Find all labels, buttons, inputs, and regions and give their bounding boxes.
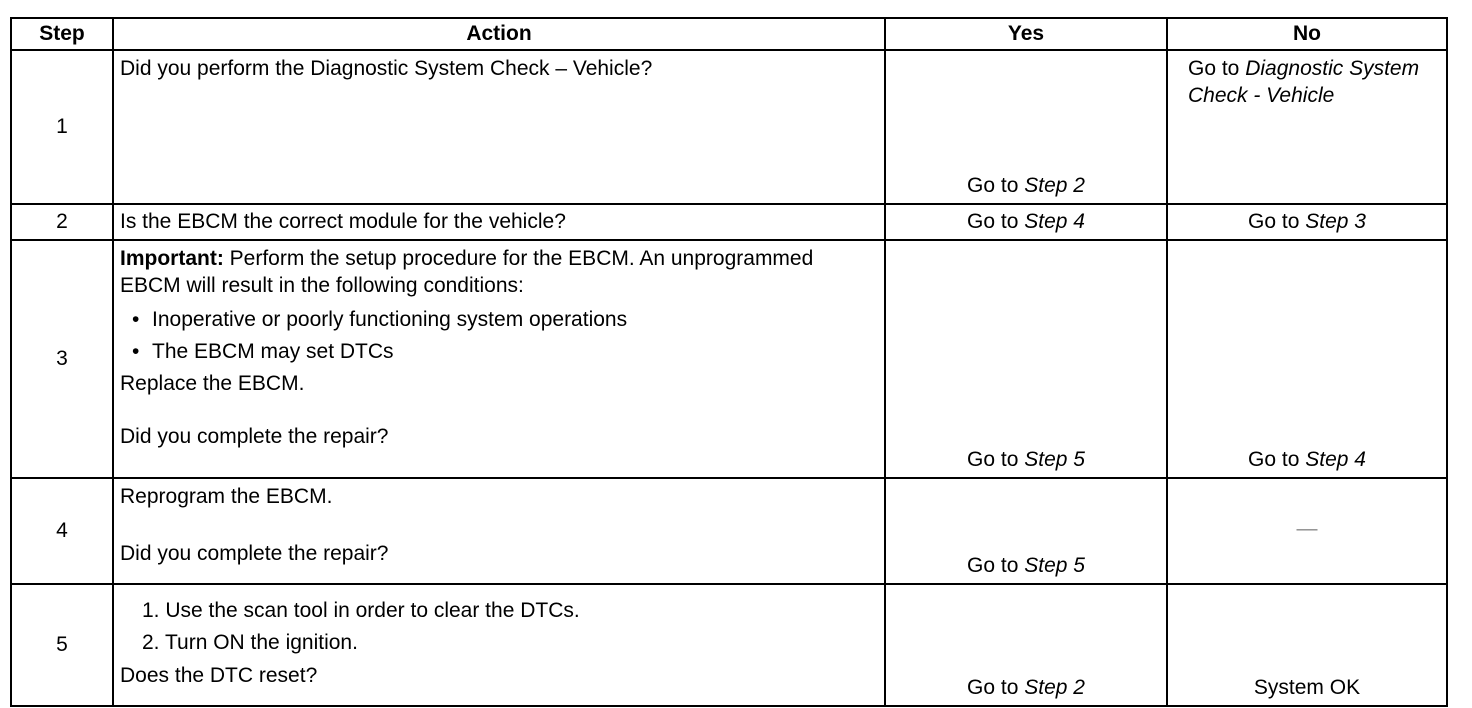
table-header-row (11, 18, 1447, 50)
diagnostic-table (10, 17, 1448, 707)
yes-prefix: Go to (967, 675, 1025, 699)
step-number: 1 (11, 50, 113, 204)
yes-cell (885, 50, 1167, 204)
yes-prefix: Go to (967, 173, 1025, 197)
yes-step-link[interactable]: Step 5 (1024, 553, 1085, 577)
table-row (11, 50, 1447, 204)
list-item: • Inoperative or poorly functioning system operations (120, 306, 878, 333)
no-step-link[interactable]: Step 3 (1305, 210, 1366, 234)
question-text: Did you complete the repair? (120, 425, 389, 449)
yes-cell (885, 204, 1167, 240)
no-cell (1167, 50, 1447, 204)
header-yes: Yes (885, 18, 1167, 50)
no-prefix: Go to (1188, 57, 1246, 80)
action-cell (113, 478, 885, 584)
no-prefix: Go to (1248, 447, 1306, 471)
action-cell (113, 204, 885, 240)
yes-step-link[interactable]: Step 4 (1024, 210, 1085, 234)
action-cell (113, 584, 885, 706)
no-step-link[interactable]: Step 4 (1305, 447, 1366, 471)
yes-prefix: Go to (967, 553, 1025, 577)
numbered-list (120, 597, 878, 657)
list-item: • The EBCM may set DTCs (120, 338, 878, 365)
action-text: Is the EBCM the correct module for the vehicle? (120, 210, 566, 234)
no-ref-link[interactable]: Diagnostic System Check - Vehicle (1188, 57, 1420, 108)
table-row (11, 478, 1447, 584)
table-row (11, 204, 1447, 240)
no-cell: System OK (1167, 584, 1447, 706)
header-action: Action (113, 18, 885, 50)
table-row (11, 240, 1447, 478)
list-item: 2. Turn ON the ignition. (142, 631, 358, 655)
table-row (11, 584, 1447, 706)
action-cell (113, 240, 885, 478)
yes-cell (885, 478, 1167, 584)
step-number: 4 (11, 478, 113, 584)
action-cell (113, 50, 885, 204)
important-text: Perform the setup procedure for the EBCM. An unprogrammed EBCM will result in the following conditions: (120, 247, 814, 298)
instruction-text: Replace the EBCM. (120, 372, 305, 396)
question-text: Did you complete the repair? (120, 542, 389, 566)
list-item: 1. Use the scan tool in order to clear the DTCs. (142, 599, 580, 622)
important-note (120, 245, 878, 300)
yes-cell (885, 584, 1167, 706)
yes-step-link[interactable]: Step 5 (1024, 447, 1085, 471)
no-cell (1167, 204, 1447, 240)
step-number: 2 (11, 204, 113, 240)
no-cell-empty: — (1167, 478, 1447, 584)
yes-prefix: Go to (967, 447, 1025, 471)
step-number: 3 (11, 240, 113, 478)
yes-cell (885, 240, 1167, 478)
no-cell (1167, 240, 1447, 478)
condition-list (120, 306, 878, 366)
header-step: Step (11, 18, 113, 50)
important-label: Important: (120, 247, 224, 270)
yes-step-link[interactable]: Step 2 (1024, 675, 1085, 699)
step-number: 5 (11, 584, 113, 706)
header-no: No (1167, 18, 1447, 50)
yes-prefix: Go to (967, 210, 1025, 234)
question-text: Does the DTC reset? (120, 663, 318, 687)
action-text: Did you perform the Diagnostic System Check – Vehicle? (120, 57, 653, 80)
yes-step-link[interactable]: Step 2 (1024, 173, 1085, 197)
instruction-text: Reprogram the EBCM. (120, 485, 333, 508)
no-prefix: Go to (1248, 210, 1306, 234)
